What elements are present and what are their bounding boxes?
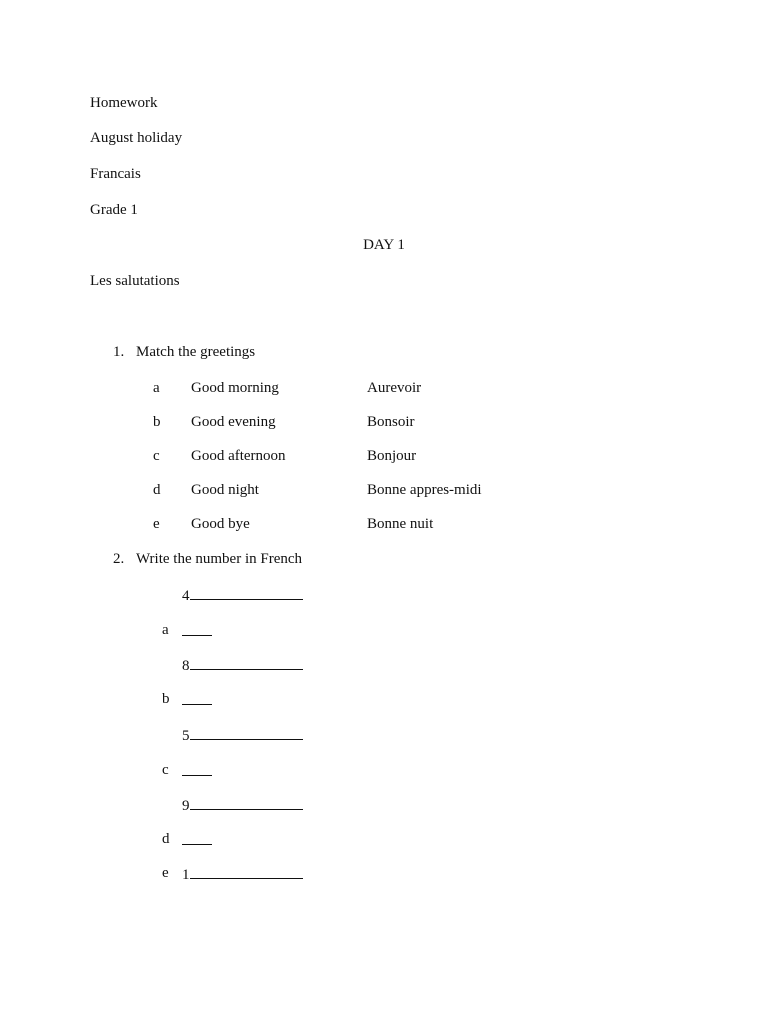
match-letter: a xyxy=(153,380,160,396)
question-1-title: Match the greetings xyxy=(136,344,256,360)
match-letter: c xyxy=(153,448,160,464)
number-answer-line xyxy=(182,585,303,605)
heading-august-holiday: August holiday xyxy=(90,130,183,146)
item-letter: d xyxy=(162,831,170,847)
short-blank[interactable] xyxy=(182,690,212,705)
short-blank-line xyxy=(182,761,212,781)
number-prompt: 4 xyxy=(182,588,190,604)
number-answer-line xyxy=(182,864,303,884)
short-blank-line xyxy=(182,830,212,850)
match-letter: b xyxy=(153,414,161,430)
match-english: Good afternoon xyxy=(191,448,286,464)
question-1-number: 1. xyxy=(113,344,125,360)
answer-blank[interactable] xyxy=(190,585,303,600)
short-blank[interactable] xyxy=(182,621,212,636)
answer-blank[interactable] xyxy=(190,725,303,740)
item-letter: a xyxy=(162,622,169,638)
heading-homework: Homework xyxy=(90,95,158,111)
heading-grade: Grade 1 xyxy=(90,202,138,218)
day-title: DAY 1 xyxy=(363,237,405,253)
match-english: Good bye xyxy=(191,516,250,532)
match-french: Bonjour xyxy=(367,448,417,464)
number-prompt: 8 xyxy=(182,658,190,674)
question-2-title: Write the number in French xyxy=(136,551,303,567)
match-english: Good evening xyxy=(191,414,276,430)
item-letter: c xyxy=(162,762,169,778)
match-french: Aurevoir xyxy=(367,380,422,396)
short-blank-line xyxy=(182,690,212,710)
match-letter: e xyxy=(153,516,160,532)
answer-blank[interactable] xyxy=(190,655,303,670)
answer-blank[interactable] xyxy=(190,864,303,879)
number-answer-line xyxy=(182,795,303,815)
answer-blank[interactable] xyxy=(190,795,303,810)
short-blank[interactable] xyxy=(182,761,212,776)
item-letter: b xyxy=(162,691,170,707)
short-blank[interactable] xyxy=(182,830,212,845)
match-french: Bonne nuit xyxy=(367,516,434,532)
short-blank-line xyxy=(182,621,212,641)
number-answer-line xyxy=(182,655,303,675)
item-letter: e xyxy=(162,865,169,881)
match-french: Bonsoir xyxy=(367,414,415,430)
match-english: Good morning xyxy=(191,380,279,396)
question-2-number: 2. xyxy=(113,551,125,567)
topic-title: Les salutations xyxy=(90,273,180,289)
match-english: Good night xyxy=(191,482,259,498)
number-answer-line xyxy=(182,725,303,745)
match-letter: d xyxy=(153,482,161,498)
number-prompt: 9 xyxy=(182,798,190,814)
heading-subject: Francais xyxy=(90,166,141,182)
match-french: Bonne appres-midi xyxy=(367,482,482,498)
number-prompt: 5 xyxy=(182,728,190,744)
number-prompt: 1 xyxy=(182,867,190,883)
